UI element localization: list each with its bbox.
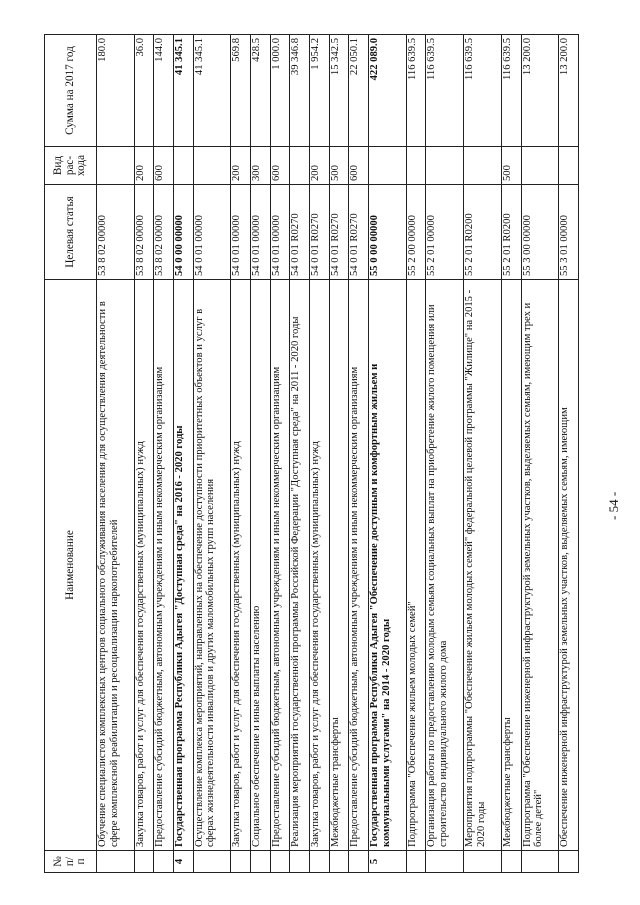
table-row [231, 35, 251, 873]
row-code: 53 8 02 00000 [134, 185, 154, 280]
table-row [349, 35, 369, 873]
row-number [270, 851, 290, 873]
row-sum: 116 639.5 [464, 35, 502, 147]
row-expense-type [426, 147, 464, 185]
table-row [464, 35, 502, 873]
header-code: Целевая статья [45, 185, 97, 280]
table-row [251, 35, 271, 873]
row-name: Закупка товаров, работ и услуг для обеспечения государственных (муниципальных) нужд [231, 280, 251, 851]
row-sum: 569.8 [231, 35, 251, 147]
row-number [251, 851, 271, 873]
row-name: Государственная программа Республики Адыгея "Обеспечение доступным и комфортным жильем и коммунальными услугами" на 2014 - 2020 годы [369, 280, 407, 851]
row-code: 54 0 01 R0270 [329, 185, 349, 280]
row-number [97, 851, 135, 873]
row-expense-type [290, 147, 310, 185]
row-sum: 1 000.0 [270, 35, 290, 147]
row-sum: 422 089.0 [369, 35, 407, 147]
row-name: Предоставление субсидий бюджетным, автономным учреждениям и иным некоммерческим организациям [349, 280, 369, 851]
row-number [154, 851, 174, 873]
row-sum: 144.0 [154, 35, 174, 147]
row-code: 54 0 01 R0270 [290, 185, 310, 280]
row-sum: 39 346.8 [290, 35, 310, 147]
table-row [406, 35, 426, 873]
row-sum: 22 050.1 [349, 35, 369, 147]
row-code: 54 0 01 00000 [270, 185, 290, 280]
row-expense-type: 300 [251, 147, 271, 185]
table-body [97, 35, 579, 873]
row-number [521, 851, 559, 873]
row-code: 54 0 01 R0270 [349, 185, 369, 280]
row-code: 55 2 01 R0200 [501, 185, 521, 280]
row-expense-type [369, 147, 407, 185]
row-sum: 13 200.0 [559, 35, 579, 147]
row-number [464, 851, 502, 873]
row-expense-type: 500 [501, 147, 521, 185]
header-name: Наименование [45, 280, 97, 851]
row-name: Подпрограмма "Обеспечение жильем молодых семей" [406, 280, 426, 851]
row-number [231, 851, 251, 873]
table-row [329, 35, 349, 873]
table-row [501, 35, 521, 873]
row-name: Социальное обеспечение и иные выплаты населению [251, 280, 271, 851]
row-name: Предоставление субсидий бюджетным, автономным учреждениям и иным некоммерческим организациям [154, 280, 174, 851]
row-name: Закупка товаров, работ и услуг для обеспечения государственных (муниципальных) нужд [310, 280, 330, 851]
table-row [290, 35, 310, 873]
row-expense-type: 600 [349, 147, 369, 185]
row-code: 55 3 01 00000 [559, 185, 579, 280]
row-number: 4 [174, 851, 194, 873]
row-number [193, 851, 231, 873]
row-expense-type: 200 [310, 147, 330, 185]
row-name: Государственная программа Республики Адыгея "Доступная среда" на 2016 - 2020 годы [174, 280, 194, 851]
header-sum: Сумма на 2017 год [45, 35, 97, 147]
row-name: Реализация мероприятий государственной программы Российской Федерации "Доступная среда" на 2011 - 2020 годы [290, 280, 310, 851]
row-number [310, 851, 330, 873]
row-expense-type: 600 [154, 147, 174, 185]
row-name: Межбюджетные трансферты [501, 280, 521, 851]
table-row [369, 35, 407, 873]
row-expense-type: 600 [270, 147, 290, 185]
table-row [270, 35, 290, 873]
table-header-row [45, 35, 97, 873]
row-sum: 36.0 [134, 35, 154, 147]
row-number [501, 851, 521, 873]
table-row [521, 35, 559, 873]
budget-table [44, 34, 579, 873]
row-name: Предоставление субсидий бюджетным, автономным учреждениям и иным некоммерческим организациям [270, 280, 290, 851]
row-sum: 428.5 [251, 35, 271, 147]
table-row [426, 35, 464, 873]
table-row [310, 35, 330, 873]
row-code: 53 8 02 00000 [154, 185, 174, 280]
row-code: 53 8 02 00000 [97, 185, 135, 280]
row-name: Обучение специалистов комплексных центров социального обслуживания населения для осуществления деятельности в сфере комплексной реабилитации и ресоциализации наркопотребителей [97, 280, 135, 851]
row-number [329, 851, 349, 873]
row-name: Обеспечение инженерной инфраструктурой земельных участков, выделяемых семьям, имеющим [559, 280, 579, 851]
row-name: Межбюджетные трансферты [329, 280, 349, 851]
row-expense-type: 200 [134, 147, 154, 185]
table-row [174, 35, 194, 873]
row-expense-type [193, 147, 231, 185]
row-sum: 116 639.5 [426, 35, 464, 147]
table-row [97, 35, 135, 873]
row-sum: 180.0 [97, 35, 135, 147]
row-name: Осуществление комплекса мероприятий, направленных на обеспечение доступности приоритетных объектов и услуг в сферах жизнедеятельности инвалидов и других маломобильных групп населения [193, 280, 231, 851]
row-sum: 41 345.1 [174, 35, 194, 147]
row-expense-type [464, 147, 502, 185]
row-number [406, 851, 426, 873]
row-code: 55 0 00 00000 [369, 185, 407, 280]
table-row [559, 35, 579, 873]
row-number: 5 [369, 851, 407, 873]
row-code: 55 2 01 R0200 [464, 185, 502, 280]
row-sum: 1 954.2 [310, 35, 330, 147]
row-code: 55 2 00 00000 [406, 185, 426, 280]
table-row [154, 35, 174, 873]
row-number [426, 851, 464, 873]
header-vr: Вид рас-хода [45, 147, 97, 185]
row-name: Закупка товаров, работ и услуг для обеспечения государственных (муниципальных) нужд [134, 280, 154, 851]
row-code: 54 0 00 00000 [174, 185, 194, 280]
row-sum: 116 639.5 [406, 35, 426, 147]
row-number [290, 851, 310, 873]
row-code: 55 3 00 00000 [521, 185, 559, 280]
row-number [134, 851, 154, 873]
row-code: 54 0 01 00000 [231, 185, 251, 280]
row-name: Подпрограмма "Обеспечение инженерной инфраструктурой земельных участков, выделяемых семьям, имеющим трех и более детей" [521, 280, 559, 851]
row-expense-type [406, 147, 426, 185]
row-expense-type [559, 147, 579, 185]
table-row [193, 35, 231, 873]
row-name: Мероприятия подпрограммы "Обеспечение жильем молодых семей" федеральной целевой программы "Жилище" на 2015 - 2020 годы [464, 280, 502, 851]
row-sum: 15 342.5 [329, 35, 349, 147]
row-sum: 13 200.0 [521, 35, 559, 147]
row-sum: 116 639.5 [501, 35, 521, 147]
row-expense-type [521, 147, 559, 185]
page-number: - 54 - [606, 491, 621, 520]
row-expense-type: 200 [231, 147, 251, 185]
row-sum: 41 345.1 [193, 35, 231, 147]
row-code: 54 0 01 R0270 [310, 185, 330, 280]
row-number [349, 851, 369, 873]
row-expense-type [97, 147, 135, 185]
table-row [134, 35, 154, 873]
row-number [559, 851, 579, 873]
row-code: 55 2 01 00000 [426, 185, 464, 280]
header-no: № п/п [45, 851, 97, 873]
row-code: 54 0 01 00000 [193, 185, 231, 280]
row-expense-type [174, 147, 194, 185]
row-name: Организация работы по предоставлению молодым семьям социальных выплат на приобретение жилого помещения или строительство индивидуального жилого дома [426, 280, 464, 851]
row-expense-type: 500 [329, 147, 349, 185]
row-code: 54 0 01 00000 [251, 185, 271, 280]
